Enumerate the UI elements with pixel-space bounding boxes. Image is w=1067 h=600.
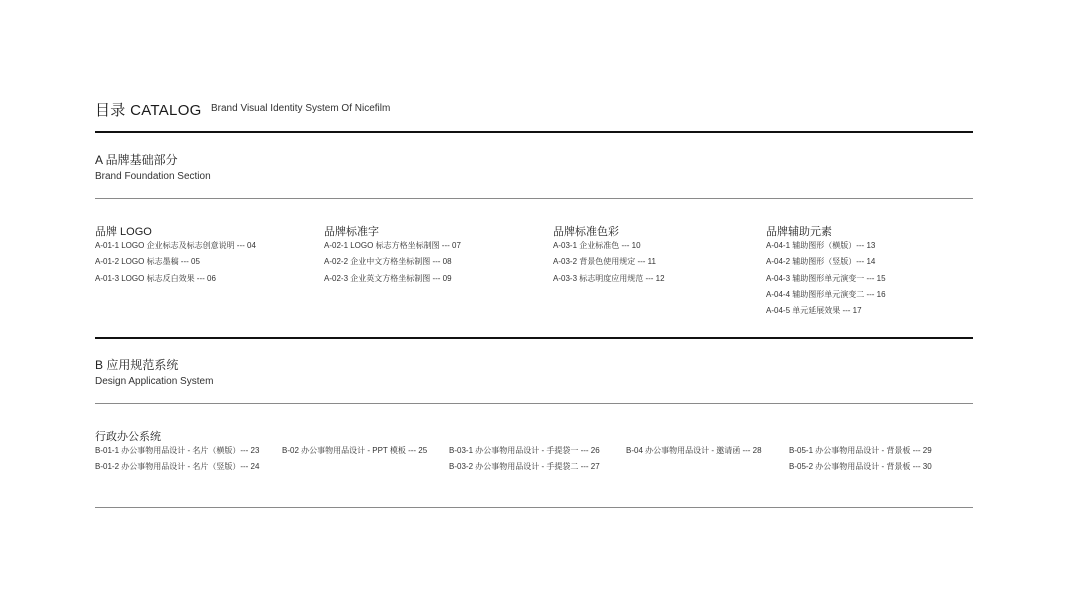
catalog-entry: A-01-3 LOGO 标志反白效果 --- 06	[95, 274, 216, 283]
catalog-entry: B-03-1 办公事物用品设计 - 手提袋一 --- 26	[449, 446, 600, 455]
catalog-entry: A-01-2 LOGO 标志墨稿 --- 05	[95, 257, 200, 266]
section-divider	[95, 337, 973, 339]
catalog-entry: A-04-5 单元延展效果 --- 17	[766, 306, 862, 315]
catalog-entry: B-03-2 办公事物用品设计 - 手提袋二 --- 27	[449, 462, 600, 471]
page-title: 目录 CATALOG	[95, 102, 202, 119]
catalog-entry: A-03-3 标志明度应用规范 --- 12	[553, 274, 665, 283]
footer-divider	[95, 507, 973, 508]
catalog-entry: A-03-1 企业标准色 --- 10	[553, 241, 641, 250]
catalog-entry: B-05-2 办公事物用品设计 - 背景板 --- 30	[789, 462, 932, 471]
catalog-entry: B-01-2 办公事物用品设计 - 名片（竖版）--- 24	[95, 462, 260, 471]
group-title-office: 行政办公系统	[95, 431, 161, 443]
catalog-entry: A-04-3 辅助图形单元演变一 --- 15	[766, 274, 886, 283]
header-divider	[95, 131, 973, 133]
catalog-entry: A-03-2 背景色使用规定 --- 11	[553, 257, 656, 266]
section-b-title: B 应用规范系统	[95, 358, 179, 372]
group-title-standard-font: 品牌标准字	[324, 226, 379, 238]
section-a-title: A 品牌基础部分	[95, 153, 178, 167]
group-title-auxiliary: 品牌辅助元素	[766, 226, 832, 238]
section-b-subtitle: Design Application System	[95, 376, 214, 387]
group-title-logo: 品牌 LOGO	[95, 226, 152, 238]
section-a-subtitle: Brand Foundation Section	[95, 171, 211, 182]
catalog-entry: A-04-4 辅助图形单元演变二 --- 16	[766, 290, 886, 299]
page-subtitle: Brand Visual Identity System Of Nicefilm	[211, 103, 391, 114]
catalog-entry: A-04-2 辅助图形（竖版）--- 14	[766, 257, 876, 266]
catalog-entry: A-02-2 企业中文方格坐标制图 --- 08	[324, 257, 452, 266]
catalog-entry: A-02-3 企业英文方格坐标制图 --- 09	[324, 274, 452, 283]
catalog-entry: B-01-1 办公事物用品设计 - 名片（横版）--- 23	[95, 446, 260, 455]
catalog-entry: B-04 办公事物用品设计 - 邀请函 --- 28	[626, 446, 762, 455]
catalog-entry: A-01-1 LOGO 企业标志及标志创意说明 --- 04	[95, 241, 256, 250]
catalog-entry: A-02-1 LOGO 标志方格坐标制图 --- 07	[324, 241, 461, 250]
group-title-standard-color: 品牌标准色彩	[553, 226, 619, 238]
catalog-entry: B-05-1 办公事物用品设计 - 背景板 --- 29	[789, 446, 932, 455]
catalog-entry: B-02 办公事物用品设计 - PPT 模板 --- 25	[282, 446, 428, 455]
catalog-entry: A-04-1 辅助图形（横版）--- 13	[766, 241, 876, 250]
section-b-divider	[95, 403, 973, 404]
section-a-divider	[95, 198, 973, 199]
